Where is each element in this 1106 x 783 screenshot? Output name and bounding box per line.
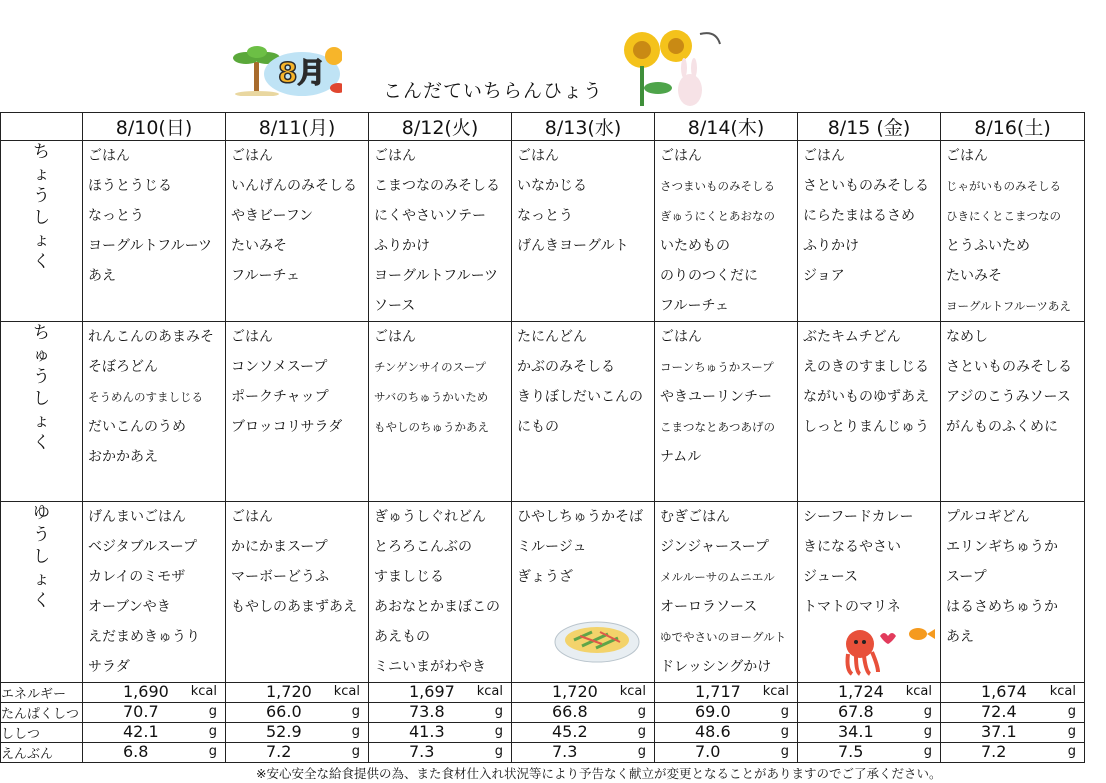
menu-item: ごはん xyxy=(231,509,273,525)
menu-item: ブロッコリサラダ xyxy=(231,419,343,435)
menu-item: えのきのすましじる xyxy=(803,359,929,375)
fish-icon xyxy=(909,628,935,640)
nutrition-row-protein xyxy=(1,703,1085,723)
menu-cell xyxy=(655,502,798,683)
menu-cell xyxy=(226,141,369,322)
menu-cell xyxy=(226,322,369,502)
menu-item: なっとう xyxy=(88,208,144,224)
menu-item: むぎごはん xyxy=(660,509,730,525)
menu-item: きになるやさい xyxy=(803,539,901,555)
menu-cell xyxy=(655,322,798,502)
menu-cell xyxy=(369,322,512,502)
menu-item: ポークチャップ xyxy=(231,389,329,405)
nutrition-cell: 69.0 g xyxy=(655,703,798,723)
menu-item: とろろこんぶの xyxy=(374,539,472,555)
menu-item: かにかまスープ xyxy=(231,539,328,555)
menu-item: こまつなのみそしる xyxy=(374,178,500,194)
nutrition-cell: 7.5 g xyxy=(798,743,941,763)
nutrition-cell: 7.2 g xyxy=(941,743,1085,763)
menu-item: プルコギどん xyxy=(946,509,1030,525)
nutrition-row-fat xyxy=(1,723,1085,743)
menu-item: もやしのちゅうかあえ xyxy=(374,420,489,434)
menu-item: やきユーリンチー xyxy=(660,389,772,405)
menu-item: シーフードカレー xyxy=(803,509,914,525)
menu-item: あえ xyxy=(88,268,116,284)
menu-item: のりのつくだに xyxy=(660,268,758,284)
sunflower-icon xyxy=(620,28,730,112)
menu-item: サラダ xyxy=(88,659,130,675)
menu-item: ぶたキムチどん xyxy=(803,329,901,345)
menu-item: れんこんのあまみそ xyxy=(88,329,214,345)
nutrition-cell: 66.8 g xyxy=(512,703,655,723)
menu-cell xyxy=(512,322,655,502)
menu-item: すましじる xyxy=(374,569,444,585)
menu-item: コーンちゅうかスープ xyxy=(660,360,774,374)
nutrition-cell: 1,720 kcal xyxy=(226,683,369,703)
menu-item: ぎゅうしぐれどん xyxy=(374,509,486,525)
menu-item: チンゲンサイのスープ xyxy=(374,360,487,374)
menu-cell xyxy=(941,502,1085,683)
menu-item: ぎゅうにくとあおなの xyxy=(660,209,775,223)
menu-item: にもの xyxy=(517,419,559,435)
menu-item: とうふいため xyxy=(946,238,1030,254)
menu-item: エリンギちゅうか xyxy=(946,539,1058,555)
menu-cell xyxy=(655,141,798,322)
menu-cell xyxy=(369,502,512,683)
menu-item: ながいものゆずあえ xyxy=(803,389,929,405)
menu-item: ひきにくとこまつなの xyxy=(946,209,1061,223)
menu-item: たにんどん xyxy=(517,329,587,345)
menu-item: フルーチェ xyxy=(660,298,730,314)
nutrition-cell: 45.2 g xyxy=(512,723,655,743)
nutrition-cell: 70.7 g xyxy=(83,703,226,723)
lunch-row xyxy=(1,322,1085,502)
breakfast-row xyxy=(1,141,1085,322)
menu-item: もやしのあまずあえ xyxy=(231,599,357,615)
menu-item: ジョア xyxy=(803,268,845,284)
nutrition-cell: 42.1 g xyxy=(83,723,226,743)
menu-cell xyxy=(369,141,512,322)
menu-item: だいこんのうめ xyxy=(88,419,186,435)
menu-item: メルルーサのムニエル xyxy=(660,570,775,584)
menu-cell xyxy=(798,322,941,502)
bunny-icon xyxy=(678,58,702,106)
octopus-icon xyxy=(838,620,938,676)
nutrition-cell: 7.3 g xyxy=(369,743,512,763)
nutrition-cell: 52.9 g xyxy=(226,723,369,743)
menu-item: あおなとかまぼこの xyxy=(374,599,500,615)
menu-item: ごはん xyxy=(231,148,273,164)
menu-item: えだまめきゅうり xyxy=(88,629,200,645)
menu-cell xyxy=(83,141,226,322)
nutrition-label: ししつ xyxy=(1,723,83,743)
menu-item: なめし xyxy=(946,329,988,345)
menu-item: アジのこうみソース xyxy=(946,389,1071,405)
svg-text:8月: 8月 xyxy=(278,56,326,89)
footer-note: ※安心安全な給食提供の為、また食材仕入れ状況等により予告なく献立が変更となることがありますのでご了承ください。 xyxy=(256,766,942,781)
menu-item: ごはん xyxy=(231,329,273,345)
menu-cell xyxy=(941,141,1085,322)
corner-cell xyxy=(1,113,83,141)
nutrition-cell: 37.1 g xyxy=(941,723,1085,743)
day-header-row xyxy=(1,113,1085,141)
menu-item: ごはん xyxy=(517,148,559,164)
menu-item: ヨーグルトフルーツ xyxy=(374,268,499,284)
menu-item: げんきヨーグルト xyxy=(517,238,629,254)
menu-item: こまつなとあつあげの xyxy=(660,420,775,434)
menu-item: そぼろどん xyxy=(88,359,158,375)
menu-item: なっとう xyxy=(517,208,573,224)
menu-item: さつまいものみそしる xyxy=(660,179,775,193)
menu-cell xyxy=(941,322,1085,502)
menu-item: そうめんのすましじる xyxy=(88,390,203,404)
menu-item: かぶのみそしる xyxy=(517,359,615,375)
day-header: 8/11(月) xyxy=(226,113,369,141)
menu-item: ほうとうじる xyxy=(88,178,172,194)
menu-cell xyxy=(83,322,226,502)
menu-item: たいみそ xyxy=(231,238,287,254)
nutrition-cell: 6.8 g xyxy=(83,743,226,763)
menu-item: がんものふくめに xyxy=(946,419,1058,435)
day-header: 8/13(水) xyxy=(512,113,655,141)
menu-item: ふりかけ xyxy=(803,238,859,254)
nutrition-cell: 1,674 kcal xyxy=(941,683,1085,703)
nutrition-label: えんぶん xyxy=(1,743,83,763)
nutrition-cell: 73.8 g xyxy=(369,703,512,723)
menu-item: たいみそ xyxy=(946,268,1002,284)
menu-item: ごはん xyxy=(660,329,702,345)
menu-item: スープ xyxy=(946,569,987,585)
menu-item: いためもの xyxy=(660,238,730,254)
day-header: 8/15 (金) xyxy=(798,113,941,141)
menu-item: ヨーグルトフルーツあえ xyxy=(946,299,1071,313)
page-title: こんだていちらんひょう xyxy=(383,80,604,102)
menu-item: カレイのミモザ xyxy=(88,569,186,585)
nutrition-cell: 34.1 g xyxy=(798,723,941,743)
day-header: 8/14(木) xyxy=(655,113,798,141)
menu-item: ごはん xyxy=(803,148,845,164)
menu-cell xyxy=(83,502,226,683)
menu-item: ごはん xyxy=(374,148,416,164)
menu-item: ゆでやさいのヨーグルト xyxy=(660,630,787,644)
menu-item: ごはん xyxy=(88,148,130,164)
menu-item: あえ xyxy=(946,629,974,645)
menu-item: しっとりまんじゅう xyxy=(803,419,929,435)
nutrition-cell: 41.3 g xyxy=(369,723,512,743)
menu-item: ぎょうざ xyxy=(517,569,573,585)
nutrition-cell: 67.8 g xyxy=(798,703,941,723)
day-header: 8/10(日) xyxy=(83,113,226,141)
menu-item: ジンジャースープ xyxy=(660,539,769,555)
day-header: 8/16(土) xyxy=(941,113,1085,141)
menu-item: じゃがいものみそしる xyxy=(946,179,1061,193)
menu-item: ミルージュ xyxy=(517,539,587,555)
menu-item: トマトのマリネ xyxy=(803,599,901,615)
menu-item: フルーチェ xyxy=(231,268,301,284)
nutrition-cell: 72.4 g xyxy=(941,703,1085,723)
dinner-label: ゆ う し ょ く xyxy=(1,502,83,683)
menu-item: ナムル xyxy=(660,449,702,465)
menu-item: ヨーグルトフルーツ xyxy=(88,238,213,254)
menu-item: おかかあえ xyxy=(88,449,158,465)
nutrition-cell: 1,697 kcal xyxy=(369,683,512,703)
menu-item: サバのちゅうかいため xyxy=(374,390,489,404)
menu-item: ふりかけ xyxy=(374,238,430,254)
nutrition-cell: 7.0 g xyxy=(655,743,798,763)
menu-item: ごはん xyxy=(660,148,702,164)
nutrition-cell: 48.6 g xyxy=(655,723,798,743)
menu-item: いなかじる xyxy=(517,178,587,194)
menu-item: コンソメスープ xyxy=(231,359,328,375)
pasta-plate-icon xyxy=(552,610,642,666)
menu-item: さといものみそしる xyxy=(946,359,1072,375)
menu-item: にらたまはるさめ xyxy=(803,208,915,224)
month-badge xyxy=(262,44,342,98)
nutrition-row-energy xyxy=(1,683,1085,703)
menu-item: ごはん xyxy=(374,329,416,345)
nutrition-cell: 1,720 kcal xyxy=(512,683,655,703)
menu-item: オーロラソース xyxy=(660,599,758,615)
menu-item: あえもの xyxy=(374,629,430,645)
menu-item: ドレッシングかけ xyxy=(660,659,772,675)
menu-item: ごはん xyxy=(946,148,988,164)
menu-item: マーボーどうふ xyxy=(231,569,329,585)
nutrition-cell: 1,724 kcal xyxy=(798,683,941,703)
nutrition-row-salt xyxy=(1,743,1085,763)
nutrition-cell: 7.3 g xyxy=(512,743,655,763)
menu-item: ミニいまがわやき xyxy=(374,659,486,675)
heart-icon xyxy=(880,633,896,644)
menu-item: はるさめちゅうか xyxy=(946,599,1058,615)
nutrition-label: たんぱくしつ xyxy=(1,703,83,723)
nutrition-cell: 1,717 kcal xyxy=(655,683,798,703)
menu-item: ソース xyxy=(374,298,416,314)
menu-item: げんまいごはん xyxy=(88,509,186,525)
menu-item: ジュース xyxy=(803,569,859,585)
header xyxy=(0,0,1106,112)
menu-item: いんげんのみそしる xyxy=(231,178,357,194)
menu-item: オーブンやき xyxy=(88,599,171,615)
menu-item: やきビーフン xyxy=(231,208,314,224)
menu-item: きりぼしだいこんの xyxy=(517,389,643,405)
nutrition-cell: 1,690 kcal xyxy=(83,683,226,703)
day-header: 8/12(火) xyxy=(369,113,512,141)
menu-item: さといものみそしる xyxy=(803,178,929,194)
menu-item: ベジタブルスープ xyxy=(88,539,198,555)
menu-cell xyxy=(226,502,369,683)
menu-item: にくやさいソテー xyxy=(374,208,486,224)
nutrition-cell: 7.2 g xyxy=(226,743,369,763)
nutrition-cell: 66.0 g xyxy=(226,703,369,723)
lunch-label: ち ゅ う し ょ く xyxy=(1,322,83,502)
nutrition-label: エネルギー xyxy=(1,683,83,703)
menu-item: ひやしちゅうかそば xyxy=(517,509,643,525)
breakfast-label: ち ょ う し ょ く xyxy=(1,141,83,322)
menu-cell xyxy=(512,141,655,322)
menu-cell xyxy=(798,141,941,322)
